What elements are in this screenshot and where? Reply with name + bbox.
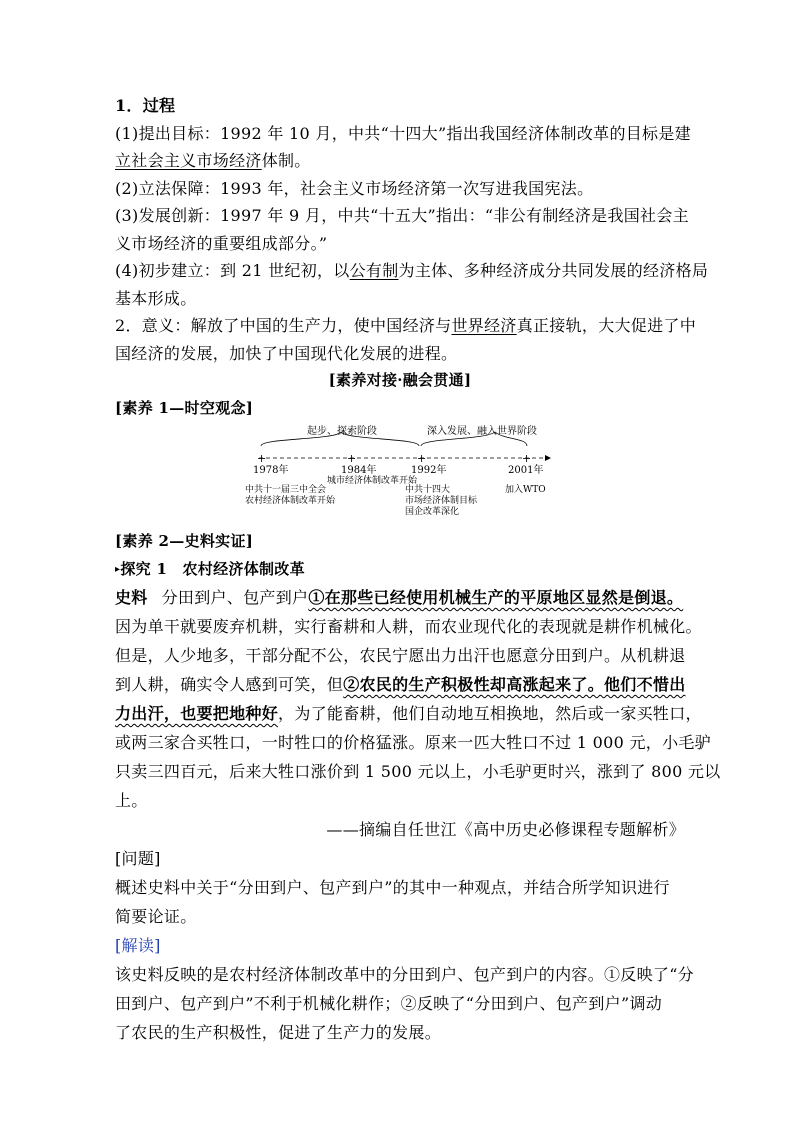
- process-item-2: (2)立法保障：1993 年，社会主义市场经济第一次写进我国宪法。: [115, 178, 594, 198]
- source-line-1-part-a: 分田到户、包产到户: [161, 588, 309, 607]
- question-line-2: 简要论证。: [115, 907, 197, 926]
- event-1978-line-2: 农村经济体制改革开始: [245, 496, 336, 506]
- question-label: [问题]: [115, 849, 161, 868]
- source-citation: ——摘编自任世江《高中历史必修课程专题解析》: [326, 820, 685, 839]
- source-line-8: 上。: [115, 791, 148, 810]
- inquiry-title-text: 探究 1 农村经济体制改革: [120, 559, 305, 578]
- source-line-3: 但是，人少地多，干部分配不公，农民宁愿出力出汗也愿意分田到户。从机耕退: [115, 646, 686, 665]
- tick-mark-1984: +: [347, 452, 357, 465]
- answer-line-1: 该史料反映的是农村经济体制改革中的分田到户、包产到户的内容。①反映了“分: [115, 965, 694, 984]
- timeline-arrow: [545, 455, 551, 461]
- source-line-1-wavy: ①在那些已经使用机械生产的平原地区显然是倒退。: [308, 588, 684, 607]
- significance-line-1: [115, 312, 696, 340]
- source-passage: [115, 583, 721, 1047]
- process-item-4-line-1: [115, 257, 709, 285]
- stage-1-label: 起步、探索阶段: [307, 426, 377, 437]
- tick-mark-1978: +: [257, 452, 267, 465]
- source-line-5-part-b: ，为了能畜耕，他们自动地互相换地，然后或一家买牲口，: [278, 704, 702, 723]
- process-heading: 1．过程: [115, 96, 176, 115]
- process-item-4-part-b: 为主体、多种经济成分共同发展的经济格局: [398, 261, 709, 280]
- underlined-term-market-economy: 立社会主义市场经济: [115, 151, 262, 170]
- source-label: 史料: [115, 588, 148, 607]
- process-item-3-line-1: (3)发展创新：1997 年 9 月，中共“十五大”指出：“非公有制经济是我国社会主: [115, 206, 689, 225]
- process-item-3-line-2: 义市场经济的重要组成部分。”: [115, 233, 328, 253]
- answer-line-2: 田到户、包产到户”不利于机械化耕作；②反映了“分田到户、包产到户”调动: [115, 994, 663, 1013]
- significance-line-2: 国经济的发展，加快了中国现代化发展的进程。: [115, 343, 458, 363]
- significance-part-a: 2．意义：解放了中国的生产力，使中国经济与: [115, 316, 452, 335]
- event-1984: 城市经济体制改革开始: [327, 476, 418, 486]
- source-line-1: [115, 583, 685, 612]
- event-1992-line-3: 国企改革深化: [405, 507, 460, 517]
- process-item-1-line-1: (1)提出目标：1992 年 10 月，中共“十四大”指出我国经济体制改革的目标是建: [115, 123, 691, 143]
- stage-2-label: 深入发展、融入世界阶段: [427, 426, 537, 437]
- significance-part-b: 真正接轨，大大促进了中: [516, 316, 696, 335]
- source-line-2: 因为单干就要废弃机耕，实行畜耕和人耕，而农业现代化的表现就是耕作机械化。: [115, 617, 702, 636]
- underlined-term-public-ownership: 公有制: [349, 261, 399, 280]
- year-2001: 2001年: [508, 465, 544, 476]
- source-line-4: [115, 670, 685, 699]
- source-line-4-part-a: 到人耕，确实令人感到可笑，但: [115, 675, 344, 694]
- process-item-1-tail: 体制。: [261, 151, 311, 170]
- inquiry-title: [115, 556, 685, 584]
- tick-mark-2001: +: [522, 452, 532, 465]
- event-2001: 加入WTO: [505, 485, 546, 495]
- year-1992: 1992年: [411, 465, 447, 476]
- answer-label: [解读]: [115, 936, 161, 955]
- literacy-1-label: [素养 1—时空观念]: [115, 398, 254, 417]
- triangle-marker-icon: ▸: [115, 563, 121, 575]
- process-item-4-line-2: 基本形成。: [115, 288, 197, 308]
- timeline-figure: [115, 424, 685, 520]
- question-line-1: 概述史料中关于“分田到户、包产到户”的其中一种观点，并结合所学知识进行: [115, 878, 670, 897]
- event-1992-line-1: 中共十四大: [405, 485, 451, 495]
- underlined-term-world-economy: 世界经济: [451, 316, 517, 335]
- event-1992-line-2: 市场经济体制目标: [405, 496, 478, 506]
- year-1984: 1984年: [341, 465, 377, 476]
- source-line-4-wavy: ②农民的生产积极性却高涨起来了。他们不惜出: [343, 675, 686, 694]
- source-line-6: 或两三家合买牲口，一时牲口的价格猛涨。原来一匹大牲口不过 1 000 元，小毛驴: [115, 733, 711, 752]
- literacy-2-label: [素养 2—史料实证]: [115, 532, 254, 550]
- year-1978: 1978年: [253, 465, 289, 476]
- document-page: [115, 92, 721, 1047]
- section-heading-literacy: [素养对接·融会贯通]: [328, 371, 472, 389]
- process-item-1-line-2: [115, 147, 685, 175]
- tick-mark-1992: +: [417, 452, 427, 465]
- source-line-5: [115, 699, 702, 728]
- process-item-4-part-a: (4)初步建立：到 21 世纪初，以: [115, 261, 350, 280]
- source-line-7: 只卖三四百元，后来大牲口涨价到 1 500 元以上，小毛驴更时兴，涨到了 800 元以: [115, 762, 721, 781]
- event-1978-line-1: 中共十一届三中全会: [245, 485, 327, 495]
- answer-line-3: 了农民的生产积极性，促进了生产力的发展。: [115, 1023, 442, 1042]
- source-line-5-wavy: 力出汗，也要把地种好: [115, 704, 279, 723]
